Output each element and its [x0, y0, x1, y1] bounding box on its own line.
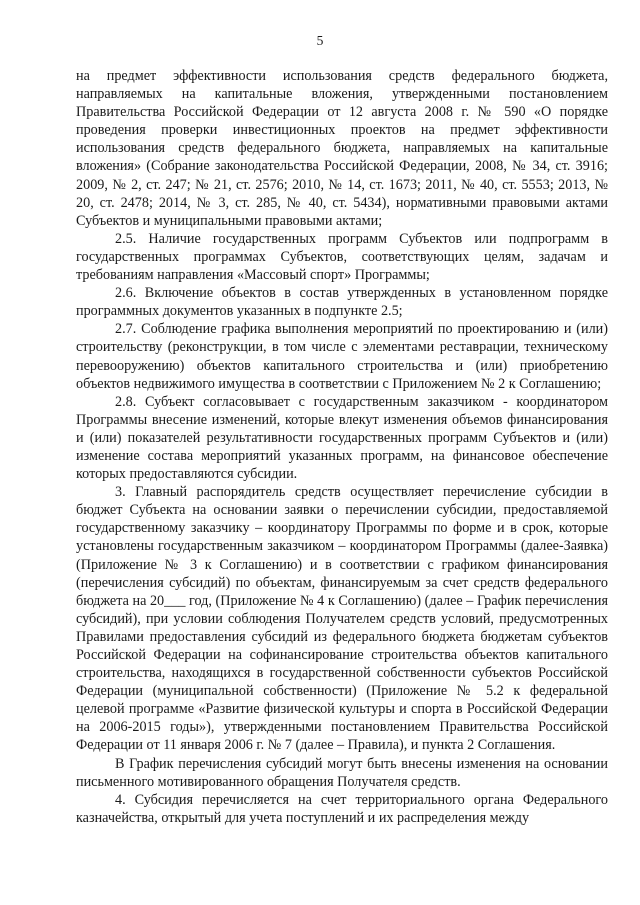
page-number: 5 [316, 33, 324, 48]
paragraph-2-6: 2.6. Включение объектов в состав утвержденных в установленном порядке программных документов указанных в подпункте 2.5; [76, 285, 608, 320]
paragraph-2-7: 2.7. Соблюдение графика выполнения мероприятий по проектированию и (или) строительству (реконструкции, в том числе с элементами реставрации, техническому перевооружению) объектов капитального строительства и (или) приобретению объектов недвижимого имущества в соответствии с Приложением № 2 к Соглашению; [76, 321, 608, 392]
paragraph-2-8: 2.8. Субъект согласовывает с государственным заказчиком - координатором Программы внесение изменений, которые влекут изменения объемов финансирования и (или) показателей результативности государственных программ Субъектов и (или) изменение состава мероприятий указанных программ, на финансовое обеспечение которых предоставляются субсидии. [76, 393, 608, 483]
document-body [76, 67, 608, 827]
paragraph-continuation: на предмет эффективности использования средств федерального бюджета, направляемых на капитальные вложения, утвержденными постановлением Правительства Российской Федерации от 12 августа 2008 г. № 590 «О порядке проведения проверки инвестиционных проектов на предмет эффективности использования средств федерального бюджета, направляемых на капитальные вложения» (Собрание законодательства Российской Федерации, 2008, № 34, ст. 3916; 2009, № 2, ст. 247; № 21, ст. 2576; 2010, № 14, ст. 1673; 2011, № 40, ст. 5553; 2013, № 20, ст. 2478; 2014, № 3, ст. 285, № 40, ст. 5434), нормативными правовыми актами Субъектов и муниципальными правовыми актами; [76, 68, 608, 229]
paragraph-schedule-changes: В График перечисления субсидий могут быть внесены изменения на основании письменного мотивированного обращения Получателя средств. [76, 755, 608, 790]
paragraph-2-5: 2.5. Наличие государственных программ Субъектов или подпрограмм в государственных программах Субъектов, соответствующих целям, задачам и требованиям направления «Массовый спорт» Программы; [76, 230, 608, 284]
paragraph-3: 3. Главный распорядитель средств осуществляет перечисление субсидии в бюджет Субъекта на основании заявки о перечислении субсидии, предоставляемой государственному заказчику – координатору Программы по форме и в срок, которые установлены государственным заказчиком – координатором Программы (далее-Заявка) (Приложение № 3 к Соглашению) и в соответствии с графиком финансирования (перечисления субсидий) по объектам, финансируемым за счет средств федерального бюджета на 20___ год, (Приложение № 4 к Соглашению) (далее – График перечисления субсидий), при условии соблюдения Получателем средств условий, предусмотренных Правилами предоставления субсидий из федерального бюджета бюджетам субъектов Российской Федерации на софинансирование строительства объектов капитального строительства, находящихся в государственной собственности субъектов Российской Федерации (муниципальной собственности) (Приложение № 5.2 к федеральной целевой программе «Развитие физической культуры и спорта в Российской Федерации на 2006-2015 годы»), утвержденными постановлением Правительства Российской Федерации от 11 января 2006 г. № 7 (далее – Правила), и пункта 2 Соглашения. [76, 484, 608, 754]
paragraph-4: 4. Субсидия перечисляется на счет территориального органа Федерального казначейства, открытый для учета поступлений и их распределения между [76, 791, 608, 826]
